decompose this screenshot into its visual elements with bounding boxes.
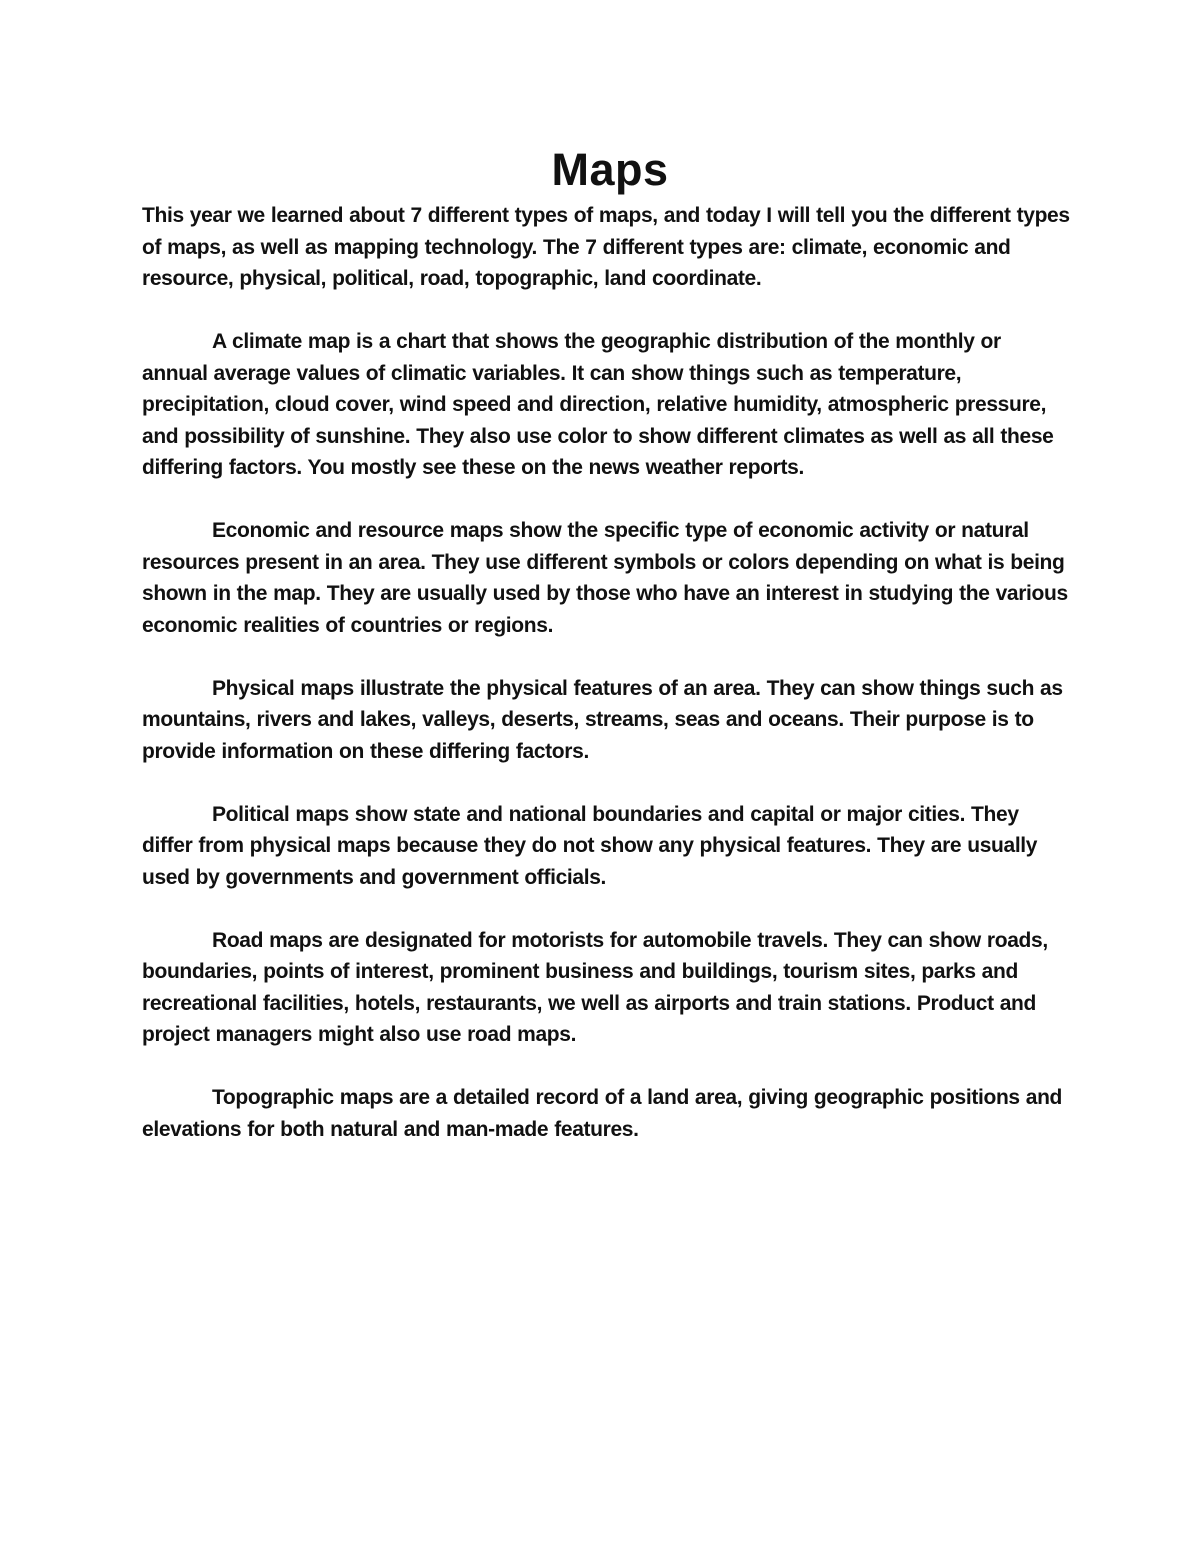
paragraph-intro: This year we learned about 7 different types of maps, and today I will tell you the different types of maps, as well as mapping technology. The 7 different types are: climate, economic and resource, physical, political, road, topographic, land coordinate. bbox=[142, 204, 1070, 290]
paragraph-physical-maps: Physical maps illustrate the physical features of an area. They can show things such as mountains, rivers and lakes, valleys, deserts, streams, seas and oceans. Their purpose is to provide information on these differing factors. bbox=[142, 676, 1063, 763]
paragraph-topographic-maps: Topographic maps are a detailed record of a land area, giving geographic positions and elevations for both natural and man-made features. bbox=[142, 1086, 1063, 1141]
paragraph-road-maps: Road maps are designated for motorists for automobile travels. They can show roads, boundaries, points of interest, prominent business and buildings, tourism sites, parks and recreational facilities, hotels, restaurants, we well as airports and train stations. Product and project managers might also use road maps. bbox=[142, 928, 1048, 1046]
document-body bbox=[142, 140, 1072, 1177]
page-title: Maps bbox=[551, 144, 669, 195]
paragraph-economic-resource-maps: Economic and resource maps show the specific type of economic activity or natural resources present in an area. They use different symbols or colors depending on what is being shown in the map. They are usually used by those who have an interest in studying the various economic realities of countries or regions. bbox=[142, 519, 1068, 637]
paragraph-climate-maps: A climate map is a chart that shows the geographic distribution of the monthly or annual average values of climatic variables. It can show things such as temperature, precipitation, cloud cover, wind speed and direction, relative humidity, atmospheric pressure, and possibility of sunshine. They also use color to show different climates as well as all these differing factors. You mostly see these on the news weather reports. bbox=[142, 330, 1054, 479]
paragraph-political-maps: Political maps show state and national boundaries and capital or major cities. They differ from physical maps because they do not show any physical features. They are usually used by governments and government officials. bbox=[142, 802, 1038, 889]
